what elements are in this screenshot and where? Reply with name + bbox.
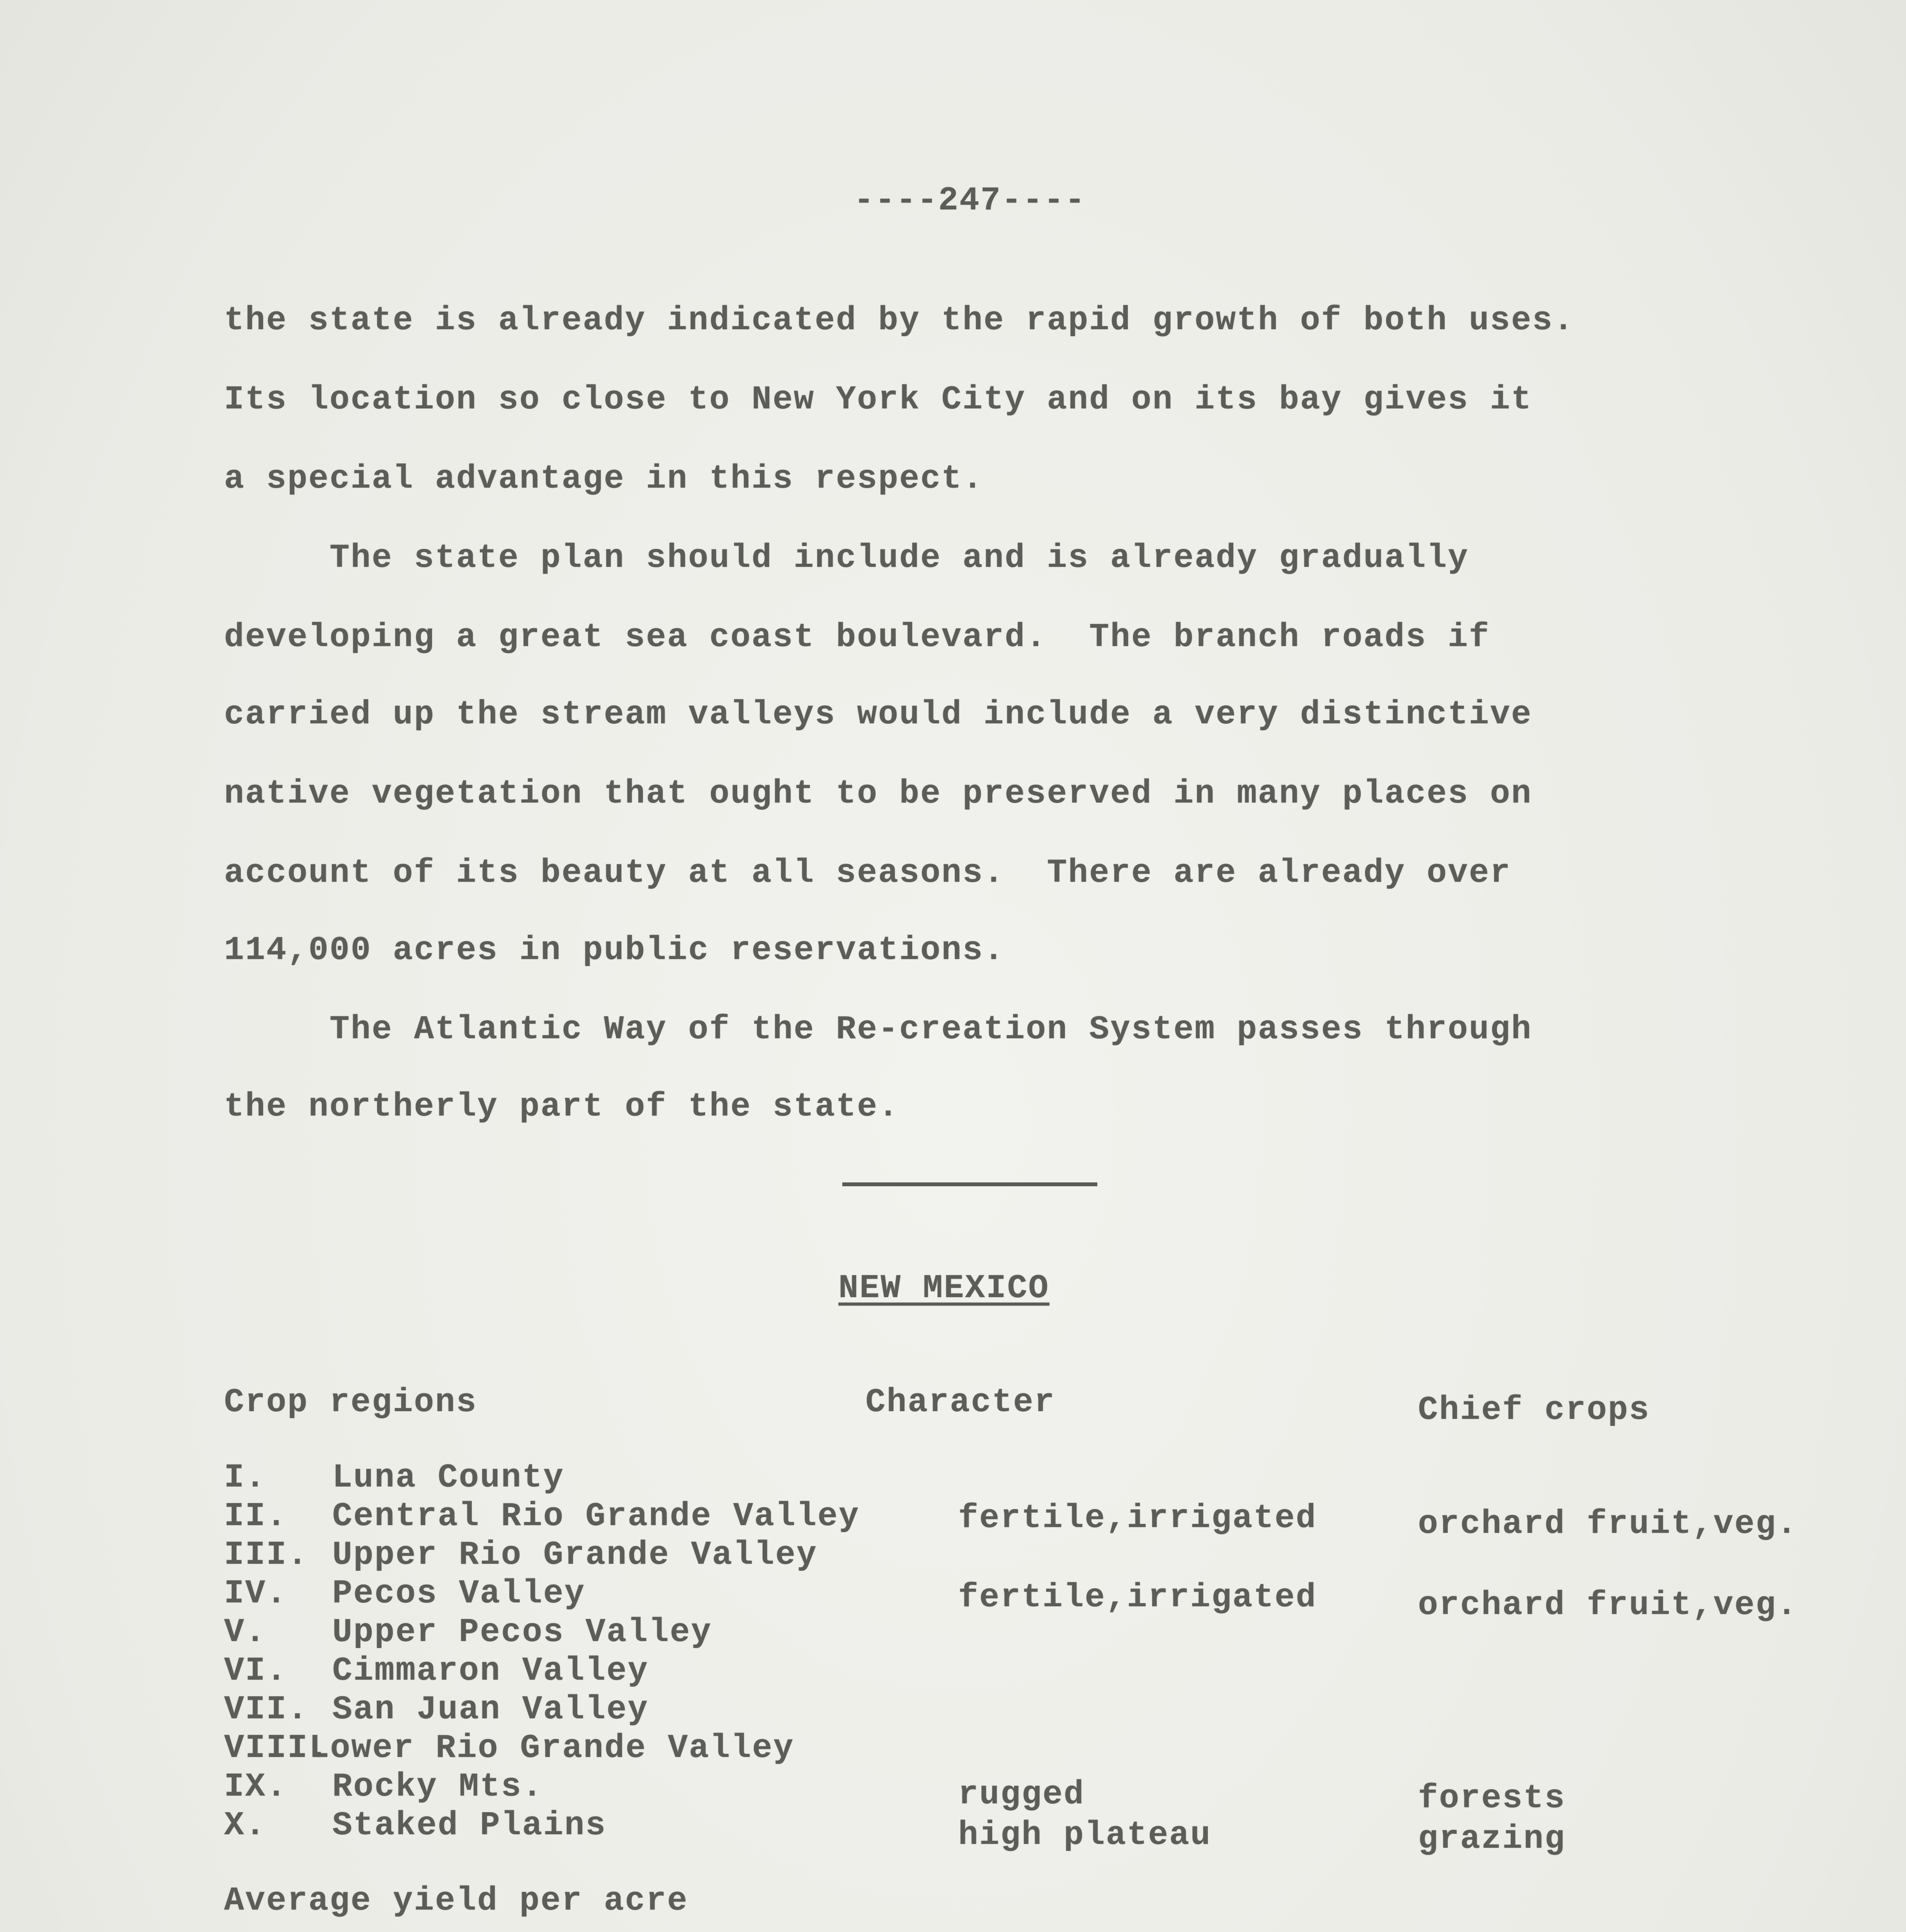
table-header-character: Character: [865, 1383, 1056, 1421]
section-title: NEW MEXICO: [838, 1269, 1050, 1307]
paragraph-line: 114,000 acres in public reservations.: [224, 931, 1005, 969]
section-divider: [842, 1182, 1097, 1186]
page-number: ----247----: [854, 182, 1086, 219]
row-number: I.: [224, 1459, 267, 1497]
paragraph-line: Its location so close to New York City and on its bay gives it: [224, 381, 1532, 418]
row-number: V.: [224, 1613, 267, 1651]
row-region: Pecos Valley: [332, 1575, 586, 1612]
row-number: II.: [224, 1497, 287, 1535]
yield-heading: Average yield per acre: [224, 1882, 689, 1920]
paragraph-line: The Atlantic Way of the Re-creation System passes through: [224, 1010, 1532, 1048]
row-character: rugged: [958, 1776, 1085, 1813]
row-crops: grazing: [1418, 1820, 1566, 1858]
row-region: Staked Plains: [332, 1806, 607, 1844]
paragraph-line: the state is already indicated by the rapid growth of both uses.: [224, 301, 1574, 339]
row-region: Upper Rio Grande Valley: [332, 1536, 818, 1574]
table-header-crops: Chief crops: [1418, 1391, 1650, 1429]
row-number: III.: [224, 1536, 309, 1574]
paragraph-line: native vegetation that ought to be preserved in many places on: [224, 775, 1532, 813]
row-region: Central Rio Grande Valley: [332, 1497, 860, 1535]
row-number: VI.: [224, 1652, 287, 1690]
paragraph-line: carried up the stream valleys would include a very distinctive: [224, 696, 1532, 733]
paragraph-line: account of its beauty at all seasons. There are already over: [224, 854, 1512, 892]
row-region: Rocky Mts.: [332, 1768, 544, 1806]
row-number: VIII.: [224, 1729, 330, 1767]
row-character: fertile,irrigated: [958, 1578, 1317, 1616]
row-crops: orchard fruit,veg.: [1418, 1505, 1798, 1543]
row-region: Cimmaron Valley: [332, 1652, 649, 1690]
paragraph-line: developing a great sea coast boulevard. The branch roads if: [224, 618, 1490, 656]
row-region: San Juan Valley: [332, 1690, 649, 1728]
row-crops: orchard fruit,veg.: [1418, 1586, 1798, 1624]
row-character: high plateau: [958, 1816, 1212, 1854]
row-number: X.: [224, 1806, 267, 1844]
row-region: Upper Pecos Valley: [332, 1613, 712, 1651]
row-character: fertile,irrigated: [958, 1499, 1317, 1537]
row-number: VII.: [224, 1690, 309, 1728]
row-region: Lower Rio Grande Valley: [309, 1729, 794, 1767]
paragraph-line: The state plan should include and is already gradually: [224, 539, 1469, 577]
paragraph-line: a special advantage in this respect.: [224, 460, 984, 498]
row-number: IV.: [224, 1575, 287, 1612]
table-header-regions: Crop regions: [224, 1383, 478, 1421]
row-crops: forests: [1418, 1779, 1566, 1817]
row-number: IX.: [224, 1768, 287, 1806]
paragraph-line: the northerly part of the state.: [224, 1088, 899, 1126]
row-region: Luna County: [332, 1459, 564, 1497]
